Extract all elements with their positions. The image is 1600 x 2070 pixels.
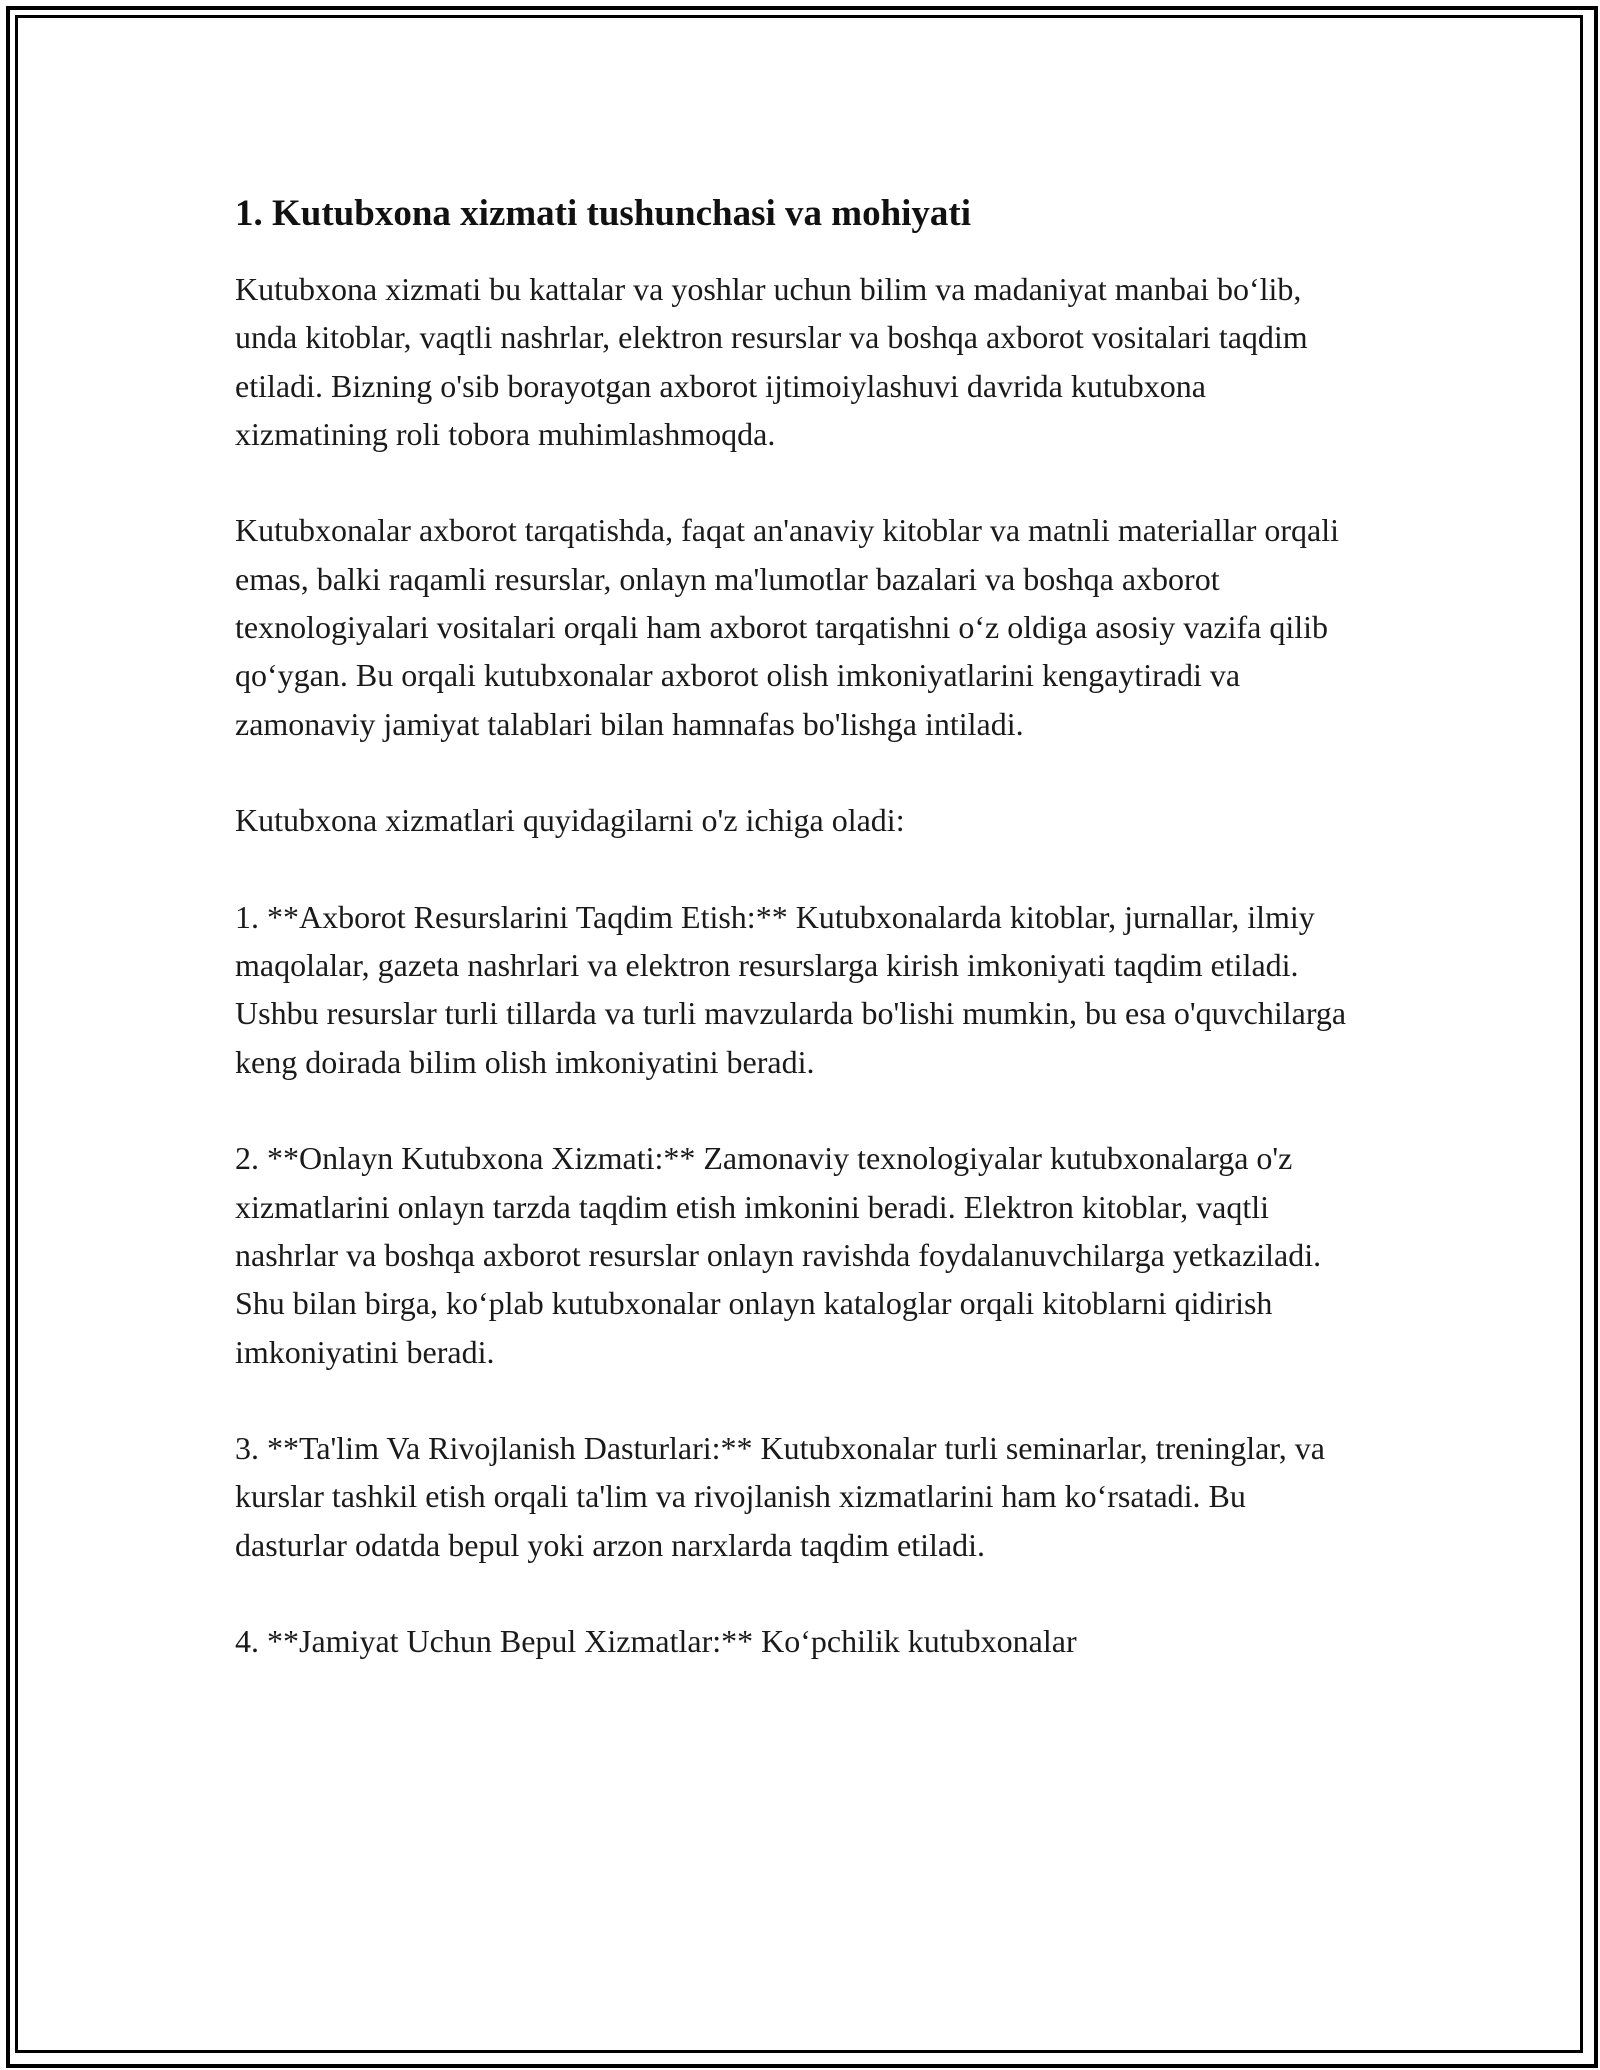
document-body <box>235 185 1365 1714</box>
list-item-free-services: 4. **Jamiyat Uchun Bepul Xizmatlar:** Ko‘pchilik kutubxonalar <box>235 1623 1077 1660</box>
list-item-online-library-service: 2. **Onlayn Kutubxona Xizmati:** Zamonaviy texnologiyalar kutubxonalarga o'z xizmatlarini onlayn tarzda taqdim etish imkonini beradi. Elektron kitoblar, vaqtli nashrlar va boshqa axborot resurslar onlayn ravishda foydalanuvchilarga yetkaziladi. Shu bilan birga, ko‘plab kutubxonalar onlayn kataloglar orqali kitoblarni qidirish imkoniyatini beradi. <box>235 1140 1322 1370</box>
list-item-information-resources: 1. **Axborot Resurslarini Taqdim Etish:** Kutubxonalarda kitoblar, jurnallar, ilmiy maqolalar, gazeta nashrlari va elektron resurslarga kirish imkoniyati taqdim etiladi. Ushbu resurslar turli tillarda va turli mavzularda bo'lishi mumkin, bu esa o'quvchilarga keng doirada bilim olish imkoniyatini beradi. <box>235 898 1347 1080</box>
list-item-education-programs: 3. **Ta'lim Va Rivojlanish Dasturlari:** Kutubxonalar turli seminarlar, treninglar, va kurslar tashkil etish orqali ta'lim va rivojlanish xizmatlarini ham ko‘rsatadi. Bu dasturlar odatda bepul yoki arzon narxlarda taqdim etiladi. <box>235 1430 1325 1563</box>
paragraph-intro: Kutubxona xizmati bu kattalar va yoshlar uchun bilim va madaniyat manbai bo‘lib, unda kitoblar, vaqtli nashrlar, elektron resurslar va boshqa axborot vositalari taqdim etiladi. Bizning o'sib borayotgan axborot ijtimoiylashuvi davrida kutubxona xizmatining roli tobora muhimlashmoqda. <box>235 271 1308 452</box>
paragraph-information-distribution: Kutubxonalar axborot tarqatishda, faqat an'anaviy kitoblar va matnli materiallar orqali emas, balki raqamli resurslar, onlayn ma'lumotlar bazalari va boshqa axborot texnologiyalari vositalari orqali ham axborot tarqatishni o‘z oldiga asosiy vazifa qilib qo‘ygan. Bu orqali kutubxonalar axborot olish imkoniyatlarini kengaytiradi va zamonaviy jamiyat talablari bilan hamnafas bo'lishga intiladi. <box>235 512 1340 742</box>
paragraph-services-intro: Kutubxona xizmatlari quyidagilarni o'z ichiga oladi: <box>235 802 905 839</box>
document-title: 1. Kutubxona xizmati tushunchasi va mohiyati <box>235 193 972 234</box>
